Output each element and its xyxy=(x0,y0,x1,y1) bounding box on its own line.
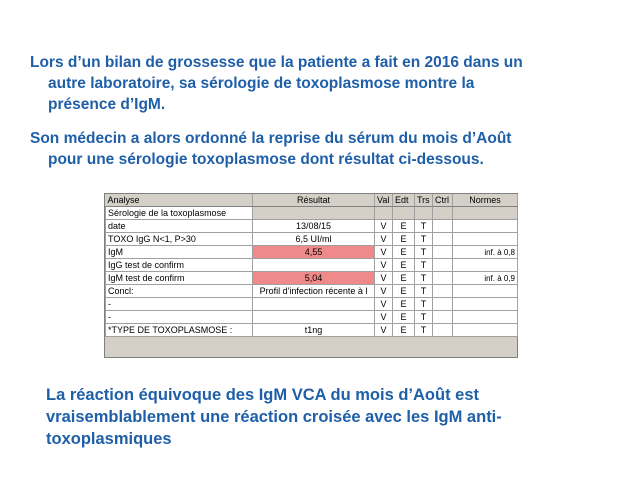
cell-ctrl xyxy=(433,233,453,246)
cell-val: V xyxy=(375,246,393,259)
section-cell xyxy=(415,207,433,220)
cell-trs: T xyxy=(415,298,433,311)
table-row[interactable] xyxy=(106,220,518,233)
table-row[interactable] xyxy=(106,285,518,298)
cell-resultat: 4,55 xyxy=(253,246,375,259)
cell-ctrl xyxy=(433,324,453,337)
cell-val: V xyxy=(375,259,393,272)
cell-normes xyxy=(453,311,518,324)
cell-edt: E xyxy=(393,285,415,298)
results-grid xyxy=(104,193,518,358)
header-val[interactable]: Val xyxy=(375,194,393,207)
section-cell xyxy=(253,207,375,220)
cell-analyse: IgM xyxy=(106,246,253,259)
section-cell xyxy=(453,207,518,220)
table-header-row xyxy=(106,194,518,207)
cell-resultat: t1ng xyxy=(253,324,375,337)
cell-val: V xyxy=(375,233,393,246)
table-row[interactable] xyxy=(106,311,518,324)
cell-normes: inf. à 0,8 xyxy=(453,246,518,259)
cell-resultat: Profil d'infection récente à l xyxy=(253,285,375,298)
cell-ctrl xyxy=(433,272,453,285)
section-cell xyxy=(393,207,415,220)
cell-trs: T xyxy=(415,311,433,324)
cell-val: V xyxy=(375,272,393,285)
cell-edt: E xyxy=(393,220,415,233)
cell-val: V xyxy=(375,298,393,311)
cell-analyse: Concl: xyxy=(106,285,253,298)
cell-val: V xyxy=(375,220,393,233)
cell-resultat xyxy=(253,311,375,324)
cell-edt: E xyxy=(393,324,415,337)
table-row[interactable] xyxy=(106,233,518,246)
cell-ctrl xyxy=(433,311,453,324)
cell-analyse: IgG test de confirm xyxy=(106,259,253,272)
header-trs[interactable]: Trs xyxy=(415,194,433,207)
cell-val: V xyxy=(375,285,393,298)
cell-analyse: TOXO IgG N<1, P>30 xyxy=(106,233,253,246)
table-row[interactable] xyxy=(106,298,518,311)
cell-val: V xyxy=(375,311,393,324)
cell-normes xyxy=(453,259,518,272)
cell-resultat xyxy=(253,298,375,311)
conclusion-line: toxoplasmiques xyxy=(46,430,172,448)
cell-resultat: 6,5 UI/ml xyxy=(253,233,375,246)
cell-ctrl xyxy=(433,246,453,259)
header-resultat[interactable]: Résultat xyxy=(253,194,375,207)
table-row[interactable] xyxy=(106,246,518,259)
cell-ctrl xyxy=(433,298,453,311)
cell-trs: T xyxy=(415,233,433,246)
cell-trs: T xyxy=(415,259,433,272)
cell-ctrl xyxy=(433,285,453,298)
header-ctrl[interactable]: Ctrl xyxy=(433,194,453,207)
cell-edt: E xyxy=(393,298,415,311)
section-label: Sérologie de la toxoplasmose xyxy=(106,207,253,220)
section-row[interactable] xyxy=(106,207,518,220)
cell-trs: T xyxy=(415,324,433,337)
cell-trs: T xyxy=(415,220,433,233)
cell-normes xyxy=(453,220,518,233)
intro-paragraph-1 xyxy=(30,52,630,115)
cell-edt: E xyxy=(393,259,415,272)
conclusion-paragraph xyxy=(46,384,626,450)
cell-trs: T xyxy=(415,246,433,259)
conclusion-line: La réaction équivoque des IgM VCA du mois d’Août est xyxy=(46,386,480,404)
cell-analyse: - xyxy=(106,311,253,324)
cell-normes: inf. à 0,9 xyxy=(453,272,518,285)
cell-ctrl xyxy=(433,220,453,233)
cell-analyse: *TYPE DE TOXOPLASMOSE : xyxy=(106,324,253,337)
cell-resultat: 13/08/15 xyxy=(253,220,375,233)
cell-normes xyxy=(453,233,518,246)
cell-analyse: date xyxy=(106,220,253,233)
cell-val: V xyxy=(375,324,393,337)
cell-analyse: - xyxy=(106,298,253,311)
cell-trs: T xyxy=(415,285,433,298)
cell-edt: E xyxy=(393,311,415,324)
conclusion-line: vraisemblablement une réaction croisée avec les IgM anti- xyxy=(46,408,502,426)
cell-normes xyxy=(453,324,518,337)
intro-line: autre laboratoire, sa sérologie de toxoplasmose montre la xyxy=(48,75,475,92)
header-analyse[interactable]: Analyse xyxy=(106,194,253,207)
table-row[interactable] xyxy=(106,259,518,272)
section-cell xyxy=(433,207,453,220)
intro-line: Lors d’un bilan de grossesse que la patiente a fait en 2016 dans un xyxy=(30,54,523,71)
table-row[interactable] xyxy=(106,324,518,337)
header-normes[interactable]: Normes xyxy=(453,194,518,207)
cell-edt: E xyxy=(393,272,415,285)
cell-normes xyxy=(453,285,518,298)
cell-ctrl xyxy=(433,259,453,272)
intro-line: Son médecin a alors ordonné la reprise du sérum du mois d’Août xyxy=(30,130,512,147)
header-edt[interactable]: Edt xyxy=(393,194,415,207)
intro-line: pour une sérologie toxoplasmose dont résultat ci-dessous. xyxy=(48,151,484,168)
intro-paragraph-2 xyxy=(30,128,630,170)
cell-resultat xyxy=(253,259,375,272)
cell-edt: E xyxy=(393,233,415,246)
results-table xyxy=(105,194,518,337)
cell-resultat: 5,04 xyxy=(253,272,375,285)
cell-analyse: IgM test de confirm xyxy=(106,272,253,285)
intro-line: présence d’IgM. xyxy=(48,96,166,113)
cell-normes xyxy=(453,298,518,311)
cell-edt: E xyxy=(393,246,415,259)
cell-trs: T xyxy=(415,272,433,285)
table-row[interactable] xyxy=(106,272,518,285)
section-cell xyxy=(375,207,393,220)
